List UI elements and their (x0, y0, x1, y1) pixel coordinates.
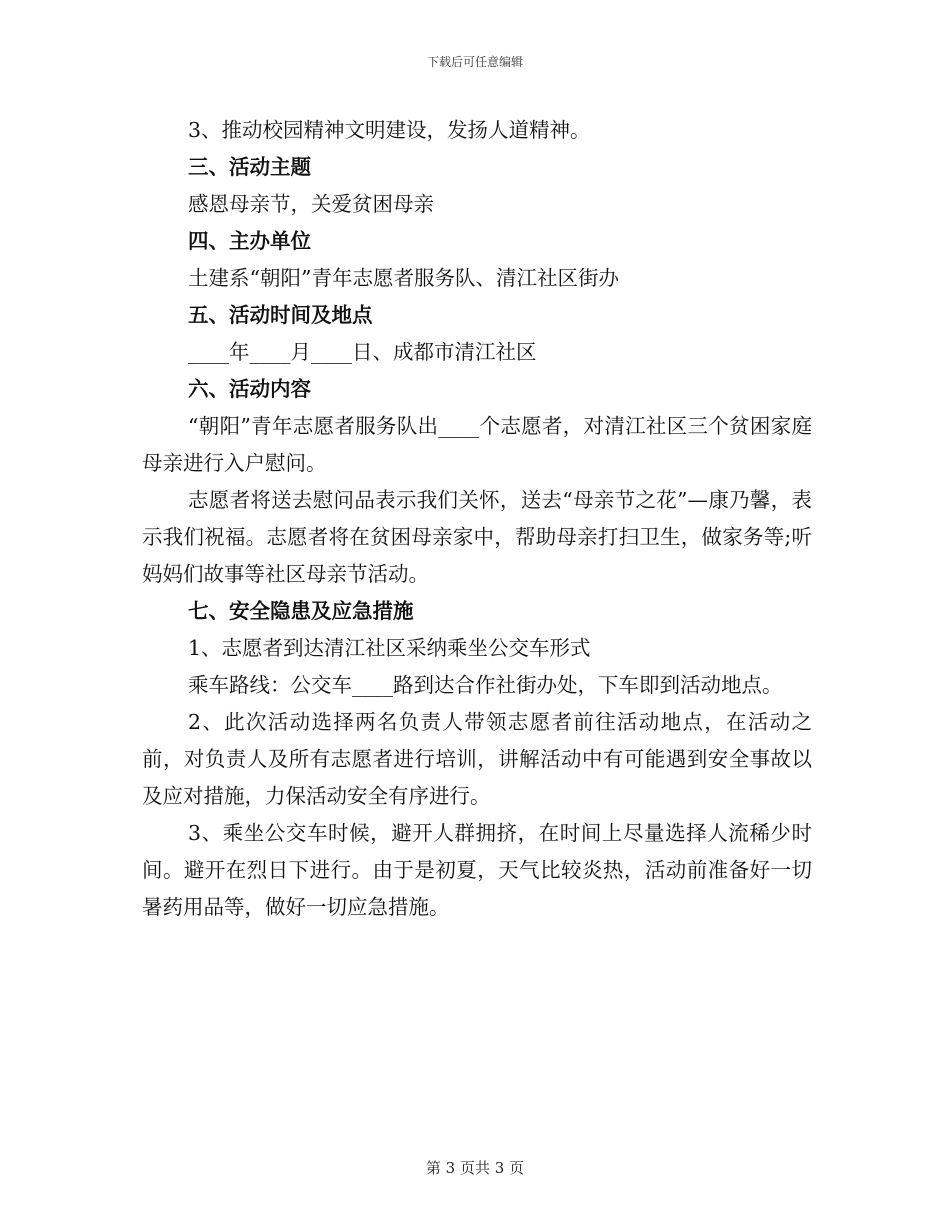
paragraph-time-location: ____年____月____日、成都市清江社区 (188, 340, 537, 364)
paragraph-goal-3: 3、推动校园精神文明建设，发扬人道精神。 (188, 118, 591, 142)
paragraph-bus-route: 乘车路线：公交车____路到达合作社街办处，下车即到活动地点。 (188, 673, 783, 697)
heading-organizer: 四、主办单位 (188, 229, 311, 253)
heading-safety-measures: 七、安全隐患及应急措施 (188, 599, 414, 623)
page-header: 下载后可任意编辑 (426, 55, 523, 69)
heading-activity-theme: 三、活动主题 (188, 155, 311, 179)
paragraph-content-2: 志愿者将送去慰问品表示我们关怀，送去“母亲节之花”—康乃馨，表示我们祝福。志愿者将在贫困母亲家中，帮助母亲打扫卫生，做家务等;听妈妈们故事等社区母亲节活动。 (142, 488, 812, 586)
paragraph-safety-3: 3、乘坐公交车时候，避开人群拥挤，在时间上尽量选择人流稀少时间。避开在烈日下进行。由于是初夏，天气比较炎热，活动前准备好一切暑药用品等，做好一切应急措施。 (142, 821, 812, 919)
heading-activity-content: 六、活动内容 (188, 377, 311, 401)
paragraph-content-1: “朝阳”青年志愿者服务队出____个志愿者，对清江社区三个贫困家庭母亲进行入户慰问。 (142, 414, 812, 475)
paragraph-theme: 感恩母亲节，关爱贫困母亲 (188, 192, 434, 216)
document-body (142, 112, 812, 926)
paragraph-safety-1: 1、志愿者到达清江社区采纳乘坐公交车形式 (188, 636, 591, 660)
page-footer: 第 3 页共 3 页 (425, 1159, 525, 1177)
heading-time-location: 五、活动时间及地点 (188, 303, 373, 327)
paragraph-safety-2: 2、此次活动选择两名负责人带领志愿者前往活动地点，在活动之前，对负责人及所有志愿者进行培训，讲解活动中有可能遇到安全事故以及应对措施，力保活动安全有序进行。 (142, 710, 812, 808)
paragraph-organizer: 土建系“朝阳”青年志愿者服务队、清江社区街办 (188, 266, 619, 290)
